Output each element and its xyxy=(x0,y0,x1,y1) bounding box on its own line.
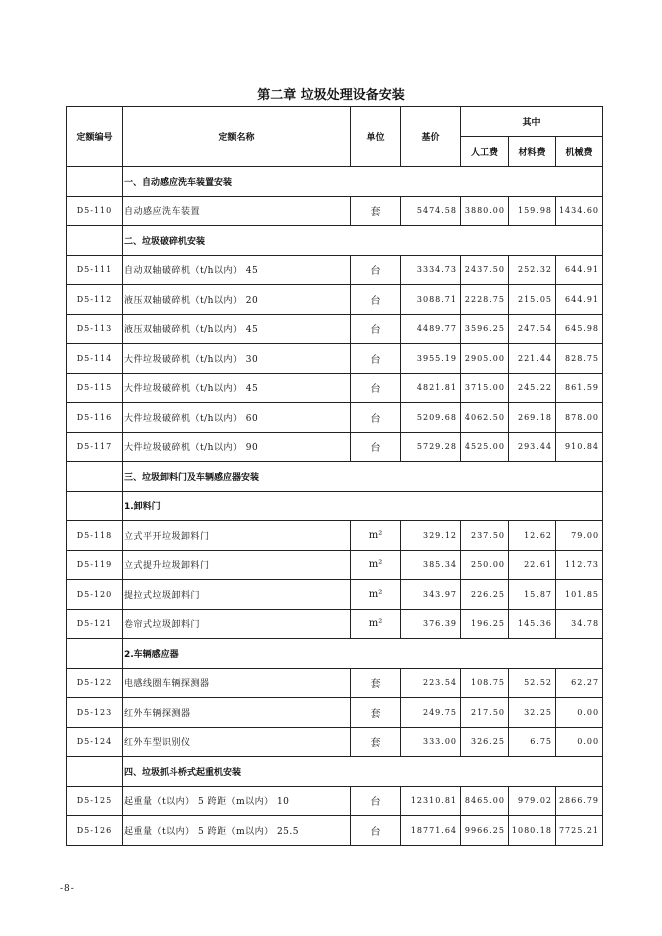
machine-cost-cell: 0.00 xyxy=(556,727,603,757)
section-label: 1.卸料门 xyxy=(123,491,603,521)
labor-cost-cell: 3596.25 xyxy=(461,314,509,344)
quota-code-cell: D5-117 xyxy=(67,432,123,462)
machine-cost-cell: 861.59 xyxy=(556,373,603,403)
unit-cell: 台 xyxy=(351,285,401,315)
section-blank-cell xyxy=(67,757,123,787)
machine-cost-cell: 910.84 xyxy=(556,432,603,462)
material-cost-cell: 252.32 xyxy=(509,255,556,285)
machine-cost-cell: 79.00 xyxy=(556,521,603,551)
table-header xyxy=(67,107,603,167)
machine-cost-cell: 828.75 xyxy=(556,344,603,374)
page-title: 第二章 垃圾处理设备安装 xyxy=(257,88,405,103)
table-row xyxy=(67,786,603,816)
quota-code-cell: D5-118 xyxy=(67,521,123,551)
material-cost-cell: 6.75 xyxy=(509,727,556,757)
table-row xyxy=(67,816,603,846)
unit-cell: 台 xyxy=(351,373,401,403)
material-cost-cell: 52.52 xyxy=(509,668,556,698)
unit-cell: 套 xyxy=(351,727,401,757)
quota-code-cell: D5-123 xyxy=(67,698,123,728)
table-row xyxy=(67,698,603,728)
labor-cost-cell: 250.00 xyxy=(461,550,509,580)
unit-cell: 套 xyxy=(351,698,401,728)
machine-cost-cell: 0.00 xyxy=(556,698,603,728)
section-blank-cell xyxy=(67,491,123,521)
section-row xyxy=(67,639,603,669)
quota-name-cell: 电感线圈车辆探测器 xyxy=(123,668,351,698)
quota-name-cell: 大件垃圾破碎机（t/h以内） 60 xyxy=(123,403,351,433)
section-label: 三、垃圾卸料门及车辆感应器安装 xyxy=(123,462,603,492)
base-price-cell: 5474.58 xyxy=(401,196,461,226)
unit-cell: 台 xyxy=(351,786,401,816)
quota-name-cell: 起重量（t以内） 5 跨距（m以内） 25.5 xyxy=(123,816,351,846)
table-row xyxy=(67,550,603,580)
table-row xyxy=(67,314,603,344)
header-among: 其中 xyxy=(461,107,603,137)
quota-code-cell: D5-124 xyxy=(67,727,123,757)
section-label: 2.车辆感应器 xyxy=(123,639,603,669)
unit-cell: 台 xyxy=(351,314,401,344)
quota-name-cell: 自动双轴破碎机（t/h以内） 45 xyxy=(123,255,351,285)
table-row xyxy=(67,196,603,226)
header-material: 材料费 xyxy=(509,137,556,167)
unit-cell: 台 xyxy=(351,344,401,374)
table-row xyxy=(67,432,603,462)
material-cost-cell: 15.87 xyxy=(509,580,556,610)
table-row xyxy=(67,403,603,433)
material-cost-cell: 293.44 xyxy=(509,432,556,462)
labor-cost-cell: 3715.00 xyxy=(461,373,509,403)
quota-name-cell: 大件垃圾破碎机（t/h以内） 90 xyxy=(123,432,351,462)
unit-cell: 台 xyxy=(351,255,401,285)
machine-cost-cell: 7725.21 xyxy=(556,816,603,846)
table-row xyxy=(67,521,603,551)
machine-cost-cell: 645.98 xyxy=(556,314,603,344)
section-row xyxy=(67,757,603,787)
material-cost-cell: 32.25 xyxy=(509,698,556,728)
unit-cell: m² xyxy=(351,609,401,639)
quota-code-cell: D5-120 xyxy=(67,580,123,610)
section-row xyxy=(67,226,603,256)
quota-name-cell: 卷帘式垃圾卸料门 xyxy=(123,609,351,639)
labor-cost-cell: 217.50 xyxy=(461,698,509,728)
unit-cell: 台 xyxy=(351,403,401,433)
header-unit: 单位 xyxy=(351,107,401,167)
labor-cost-cell: 8465.00 xyxy=(461,786,509,816)
base-price-cell: 3088.71 xyxy=(401,285,461,315)
base-price-cell: 18771.64 xyxy=(401,816,461,846)
machine-cost-cell: 62.27 xyxy=(556,668,603,698)
unit-cell: m² xyxy=(351,521,401,551)
material-cost-cell: 221.44 xyxy=(509,344,556,374)
quota-name-cell: 红外车辆探测器 xyxy=(123,698,351,728)
quota-code-cell: D5-115 xyxy=(67,373,123,403)
section-label: 二、垃圾破碎机安装 xyxy=(123,226,603,256)
base-price-cell: 4489.77 xyxy=(401,314,461,344)
labor-cost-cell: 2437.50 xyxy=(461,255,509,285)
base-price-cell: 3955.19 xyxy=(401,344,461,374)
section-blank-cell xyxy=(67,462,123,492)
unit-cell: 台 xyxy=(351,816,401,846)
material-cost-cell: 245.22 xyxy=(509,373,556,403)
header-labor: 人工费 xyxy=(461,137,509,167)
table-row xyxy=(67,668,603,698)
header-machine: 机械费 xyxy=(556,137,603,167)
quota-name-cell: 提拉式垃圾卸料门 xyxy=(123,580,351,610)
base-price-cell: 376.39 xyxy=(401,609,461,639)
quota-name-cell: 大件垃圾破碎机（t/h以内） 30 xyxy=(123,344,351,374)
quota-code-cell: D5-119 xyxy=(67,550,123,580)
material-cost-cell: 269.18 xyxy=(509,403,556,433)
labor-cost-cell: 2228.75 xyxy=(461,285,509,315)
labor-cost-cell: 108.75 xyxy=(461,668,509,698)
section-blank-cell xyxy=(67,167,123,197)
quota-name-cell: 液压双轴破碎机（t/h以内） 45 xyxy=(123,314,351,344)
section-label: 四、垃圾抓斗桥式起重机安装 xyxy=(123,757,603,787)
quota-code-cell: D5-116 xyxy=(67,403,123,433)
base-price-cell: 329.12 xyxy=(401,521,461,551)
quota-code-cell: D5-125 xyxy=(67,786,123,816)
machine-cost-cell: 878.00 xyxy=(556,403,603,433)
base-price-cell: 333.00 xyxy=(401,727,461,757)
unit-cell: m² xyxy=(351,550,401,580)
quota-name-cell: 立式提升垃圾卸料门 xyxy=(123,550,351,580)
base-price-cell: 5209.68 xyxy=(401,403,461,433)
labor-cost-cell: 3880.00 xyxy=(461,196,509,226)
quota-name-cell: 立式平开垃圾卸料门 xyxy=(123,521,351,551)
labor-cost-cell: 4062.50 xyxy=(461,403,509,433)
material-cost-cell: 12.62 xyxy=(509,521,556,551)
table-row xyxy=(67,373,603,403)
labor-cost-cell: 4525.00 xyxy=(461,432,509,462)
base-price-cell: 223.54 xyxy=(401,668,461,698)
machine-cost-cell: 101.85 xyxy=(556,580,603,610)
labor-cost-cell: 9966.25 xyxy=(461,816,509,846)
quota-code-cell: D5-110 xyxy=(67,196,123,226)
section-blank-cell xyxy=(67,226,123,256)
section-row xyxy=(67,462,603,492)
quota-code-cell: D5-112 xyxy=(67,285,123,315)
quota-name-cell: 自动感应洗车装置 xyxy=(123,196,351,226)
quota-table xyxy=(66,106,603,846)
page-number: -8- xyxy=(60,884,75,894)
labor-cost-cell: 237.50 xyxy=(461,521,509,551)
table-body xyxy=(67,167,603,846)
material-cost-cell: 159.98 xyxy=(509,196,556,226)
machine-cost-cell: 2866.79 xyxy=(556,786,603,816)
header-name: 定额名称 xyxy=(123,107,351,167)
quota-name-cell: 大件垃圾破碎机（t/h以内） 45 xyxy=(123,373,351,403)
base-price-cell: 4821.81 xyxy=(401,373,461,403)
quota-code-cell: D5-121 xyxy=(67,609,123,639)
material-cost-cell: 145.36 xyxy=(509,609,556,639)
base-price-cell: 385.34 xyxy=(401,550,461,580)
quota-code-cell: D5-111 xyxy=(67,255,123,285)
base-price-cell: 3334.73 xyxy=(401,255,461,285)
machine-cost-cell: 34.78 xyxy=(556,609,603,639)
material-cost-cell: 979.02 xyxy=(509,786,556,816)
table-row xyxy=(67,609,603,639)
labor-cost-cell: 326.25 xyxy=(461,727,509,757)
section-row xyxy=(67,167,603,197)
material-cost-cell: 1080.18 xyxy=(509,816,556,846)
material-cost-cell: 247.54 xyxy=(509,314,556,344)
quota-name-cell: 红外车型识别仪 xyxy=(123,727,351,757)
table-row xyxy=(67,255,603,285)
machine-cost-cell: 644.91 xyxy=(556,285,603,315)
base-price-cell: 249.75 xyxy=(401,698,461,728)
base-price-cell: 12310.81 xyxy=(401,786,461,816)
quota-code-cell: D5-114 xyxy=(67,344,123,374)
section-row xyxy=(67,491,603,521)
section-label: 一、自动感应洗车装置安装 xyxy=(123,167,603,197)
base-price-cell: 343.97 xyxy=(401,580,461,610)
material-cost-cell: 22.61 xyxy=(509,550,556,580)
material-cost-cell: 215.05 xyxy=(509,285,556,315)
machine-cost-cell: 1434.60 xyxy=(556,196,603,226)
table-row xyxy=(67,580,603,610)
header-code: 定额编号 xyxy=(67,107,123,167)
unit-cell: 套 xyxy=(351,196,401,226)
table-row xyxy=(67,344,603,374)
quota-code-cell: D5-126 xyxy=(67,816,123,846)
unit-cell: 套 xyxy=(351,668,401,698)
labor-cost-cell: 196.25 xyxy=(461,609,509,639)
machine-cost-cell: 112.73 xyxy=(556,550,603,580)
quota-name-cell: 起重量（t以内） 5 跨距（m以内） 10 xyxy=(123,786,351,816)
unit-cell: 台 xyxy=(351,432,401,462)
table-row xyxy=(67,285,603,315)
header-base-price: 基价 xyxy=(401,107,461,167)
quota-code-cell: D5-113 xyxy=(67,314,123,344)
labor-cost-cell: 2905.00 xyxy=(461,344,509,374)
quota-code-cell: D5-122 xyxy=(67,668,123,698)
section-blank-cell xyxy=(67,639,123,669)
machine-cost-cell: 644.91 xyxy=(556,255,603,285)
quota-name-cell: 液压双轴破碎机（t/h以内） 20 xyxy=(123,285,351,315)
labor-cost-cell: 226.25 xyxy=(461,580,509,610)
unit-cell: m² xyxy=(351,580,401,610)
base-price-cell: 5729.28 xyxy=(401,432,461,462)
table-row xyxy=(67,727,603,757)
